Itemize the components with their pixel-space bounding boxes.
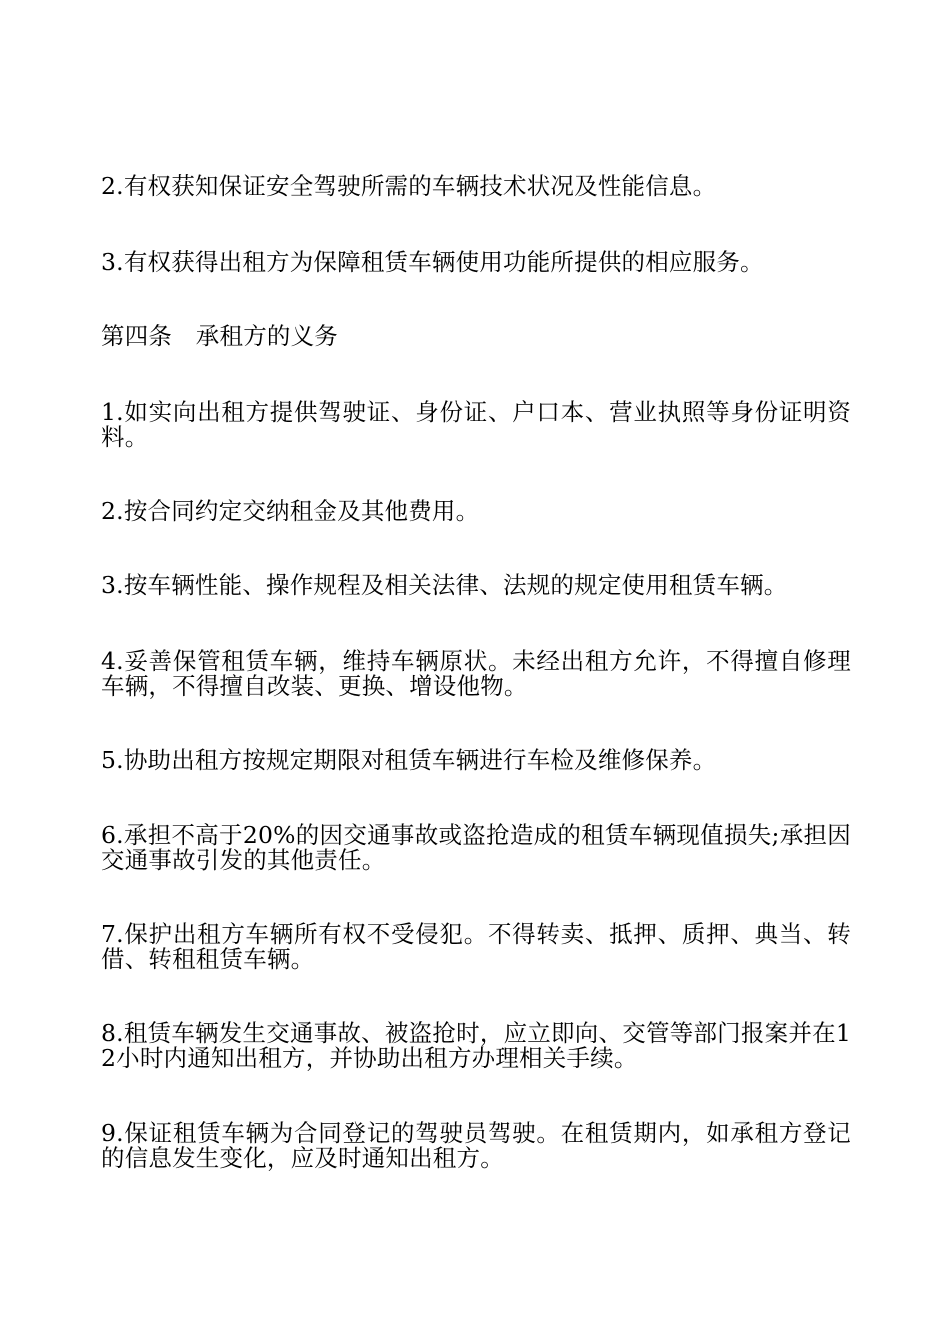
obligation-item-4: 4.妥善保管租赁车辆，维持车辆原状。未经出租方允许，不得擅自修理车辆，不得擅自改装、更换、增设他物。 <box>101 647 851 700</box>
obligation-item-2: 2.按合同约定交纳租金及其他费用。 <box>101 497 480 525</box>
obligation-item-8: 8.租赁车辆发生交通事故、被盗抢时，应立即向、交管等部门报案并在12小时内通知出租方，并协助出租方办理相关手续。 <box>101 1019 851 1072</box>
clause-item-3-right: 3.有权获得出租方为保障租赁车辆使用功能所提供的相应服务。 <box>101 248 764 276</box>
obligation-item-5: 5.协助出租方按规定期限对租赁车辆进行车检及维修保养。 <box>101 746 717 774</box>
clause-item-2-right: 2.有权获知保证安全驾驶所需的车辆技术状况及性能信息。 <box>101 172 717 200</box>
obligation-item-9: 9.保证租赁车辆为合同登记的驾驶员驾驶。在租赁期内，如承租方登记的信息发生变化，应及时通知出租方。 <box>101 1119 851 1172</box>
section-heading-article-4: 第四条 承租方的义务 <box>101 322 338 350</box>
obligation-item-1: 1.如实向出租方提供驾驶证、身份证、户口本、营业执照等身份证明资料。 <box>101 398 851 451</box>
obligation-item-7: 7.保护出租方车辆所有权不受侵犯。不得转卖、抵押、质押、典当、转借、转租租赁车辆。 <box>101 920 851 973</box>
obligation-item-3: 3.按车辆性能、操作规程及相关法律、法规的规定使用租赁车辆。 <box>101 571 788 599</box>
obligation-item-6: 6.承担不高于20%的因交通事故或盗抢造成的租赁车辆现值损失;承担因交通事故引发的其他责任。 <box>101 821 851 874</box>
